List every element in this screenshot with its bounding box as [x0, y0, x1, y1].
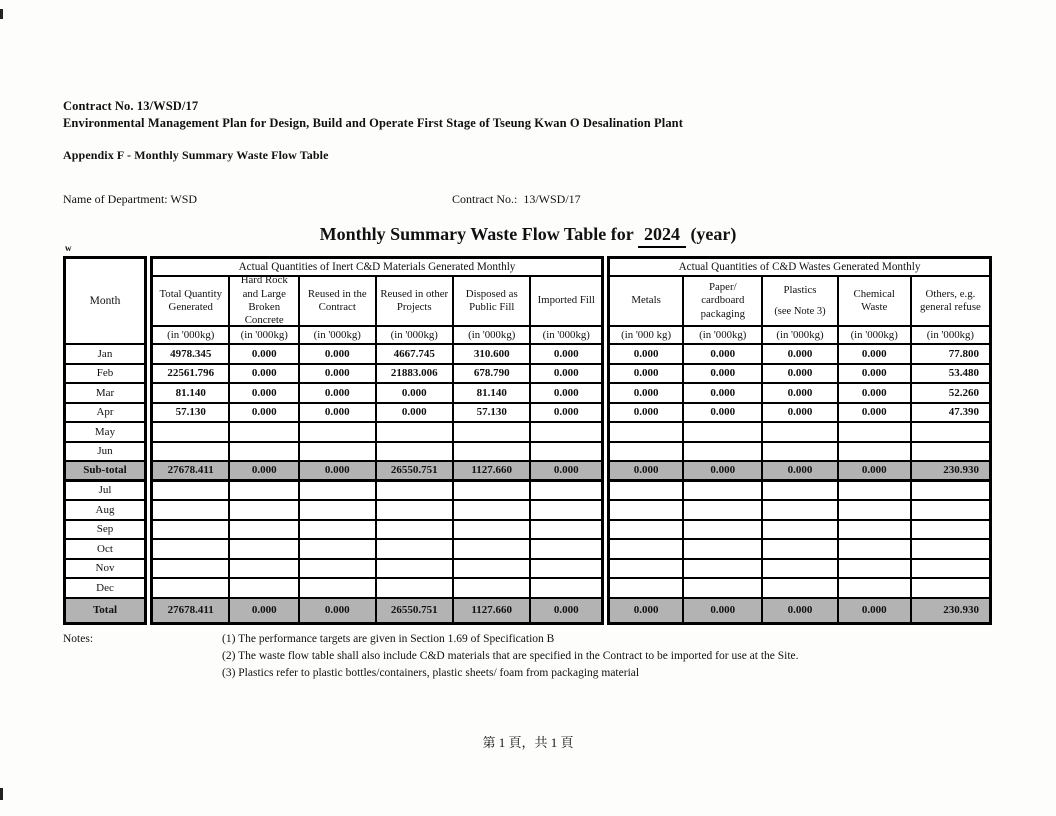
- value-cell: 0.000: [684, 365, 763, 385]
- value-cell: [684, 501, 763, 521]
- value-cell: [763, 482, 838, 502]
- value-cell: 0.000: [230, 345, 300, 365]
- value-cell: [912, 579, 989, 599]
- column-header-cell: [684, 277, 763, 327]
- value-cell: 1127.660: [454, 599, 531, 622]
- column-header-label: Reused in the Contract: [307, 287, 367, 313]
- value-cell: [912, 501, 989, 521]
- value-cell: 230.930: [912, 599, 989, 622]
- value-cell: [610, 443, 684, 463]
- value-cell: 57.130: [153, 404, 230, 424]
- value-cell: 0.000: [531, 345, 601, 365]
- value-cell: [610, 579, 684, 599]
- note-1: (1) The performance targets are given in Section 1.69 of Specification B: [222, 633, 555, 645]
- value-cell: [153, 423, 230, 443]
- value-cell: 0.000: [230, 599, 300, 622]
- value-cell: [454, 501, 531, 521]
- value-cell: [377, 560, 454, 580]
- column-header-cell: [763, 277, 838, 327]
- value-cell: [230, 501, 300, 521]
- value-cell: [763, 501, 838, 521]
- value-cell: [300, 560, 377, 580]
- page-title: [0, 224, 1056, 248]
- value-cell: 0.000: [684, 462, 763, 482]
- column-header-label: Others, e.g. general refuse: [919, 287, 981, 313]
- value-cell: [912, 443, 989, 463]
- department-line: Name of Department: WSD: [63, 192, 198, 206]
- column-header-label: Plastics: [783, 284, 817, 297]
- value-cell: 81.140: [153, 384, 230, 404]
- value-cell: [153, 521, 230, 541]
- value-cell: 0.000: [531, 384, 601, 404]
- value-cell: 0.000: [610, 384, 684, 404]
- value-cell: 0.000: [610, 365, 684, 385]
- value-cell: 0.000: [300, 384, 377, 404]
- value-cell: [153, 579, 230, 599]
- value-cell: [153, 560, 230, 580]
- column-header-cell: [610, 277, 684, 327]
- column-header-cell: [454, 277, 531, 327]
- scan-stray-mark: w: [65, 243, 72, 253]
- value-cell: 0.000: [839, 404, 912, 424]
- value-cell: [377, 521, 454, 541]
- value-cell: [531, 521, 601, 541]
- value-cell: 0.000: [531, 599, 601, 622]
- value-cell: [153, 540, 230, 560]
- row-label-cell: Jul: [66, 482, 144, 502]
- value-cell: [300, 482, 377, 502]
- value-cell: [839, 443, 912, 463]
- value-cell: [763, 540, 838, 560]
- row-label-cell: Dec: [66, 579, 144, 599]
- row-label-cell: Jun: [66, 443, 144, 463]
- value-cell: 310.600: [454, 345, 531, 365]
- value-cell: [684, 540, 763, 560]
- value-cell: 0.000: [763, 599, 838, 622]
- value-cell: [454, 482, 531, 502]
- column-header-cell: [300, 277, 377, 327]
- column-header-cell: [377, 277, 454, 327]
- column-header-label: Disposed as Public Fill: [465, 287, 518, 313]
- unit-cell: (in '000kg): [377, 327, 454, 345]
- value-cell: 4667.745: [377, 345, 454, 365]
- value-cell: 0.000: [684, 404, 763, 424]
- cd-wastes-group-title: Actual Quantities of C&D Wastes Generated Monthly: [610, 259, 989, 277]
- value-cell: [839, 423, 912, 443]
- value-cell: [684, 579, 763, 599]
- value-cell: [531, 423, 601, 443]
- value-cell: 26550.751: [377, 462, 454, 482]
- value-cell: [912, 482, 989, 502]
- value-cell: [230, 579, 300, 599]
- value-cell: [454, 423, 531, 443]
- value-cell: 0.000: [839, 345, 912, 365]
- value-cell: [377, 579, 454, 599]
- value-cell: 57.130: [454, 404, 531, 424]
- value-cell: [377, 423, 454, 443]
- value-cell: [377, 443, 454, 463]
- value-cell: 678.790: [454, 365, 531, 385]
- value-cell: 0.000: [377, 404, 454, 424]
- contract-number-line: Contract No. 13/WSD/17: [63, 99, 199, 113]
- value-cell: [763, 560, 838, 580]
- value-cell: [839, 579, 912, 599]
- value-cell: 0.000: [684, 384, 763, 404]
- value-cell: [377, 501, 454, 521]
- column-header-label: Imported Fill: [537, 294, 595, 307]
- value-cell: 26550.751: [377, 599, 454, 622]
- value-cell: 0.000: [839, 599, 912, 622]
- value-cell: 0.000: [230, 462, 300, 482]
- value-cell: [839, 501, 912, 521]
- value-cell: [300, 443, 377, 463]
- column-header-cell: [531, 277, 601, 327]
- waste-flow-table: [63, 256, 992, 625]
- value-cell: [454, 560, 531, 580]
- row-label-cell: Mar: [66, 384, 144, 404]
- value-cell: 0.000: [763, 345, 838, 365]
- value-cell: [454, 521, 531, 541]
- value-cell: [912, 560, 989, 580]
- column-header-cell: [153, 277, 230, 327]
- value-cell: [763, 443, 838, 463]
- scan-edge-artifact-bottom: [0, 788, 3, 800]
- value-cell: [300, 521, 377, 541]
- value-cell: [763, 521, 838, 541]
- value-cell: [377, 540, 454, 560]
- cd-wastes-block: [607, 256, 992, 625]
- value-cell: [300, 423, 377, 443]
- unit-cell: (in '000kg): [300, 327, 377, 345]
- value-cell: 0.000: [300, 462, 377, 482]
- value-cell: 0.000: [610, 345, 684, 365]
- value-cell: 0.000: [300, 599, 377, 622]
- value-cell: 4978.345: [153, 345, 230, 365]
- value-cell: [153, 501, 230, 521]
- notes-label: Notes:: [63, 633, 94, 645]
- column-header-cell: [839, 277, 912, 327]
- unit-cell: (in '000kg): [763, 327, 838, 345]
- title-year: 2024: [638, 224, 686, 248]
- row-label-cell: Oct: [66, 540, 144, 560]
- title-prefix: Monthly Summary Waste Flow Table for: [319, 224, 634, 244]
- row-label-cell: Aug: [66, 501, 144, 521]
- value-cell: 0.000: [763, 404, 838, 424]
- value-cell: [531, 579, 601, 599]
- unit-cell: (in '000kg): [531, 327, 601, 345]
- month-column-header: Month: [66, 259, 144, 345]
- appendix-line: Appendix F - Monthly Summary Waste Flow Table: [63, 148, 329, 162]
- unit-cell: (in '000kg): [153, 327, 230, 345]
- value-cell: [531, 560, 601, 580]
- value-cell: 81.140: [454, 384, 531, 404]
- value-cell: [230, 443, 300, 463]
- value-cell: [230, 423, 300, 443]
- unit-cell: (in '000kg): [230, 327, 300, 345]
- title-suffix: (year): [690, 224, 737, 244]
- contract-ref-line: Contract No.: 13/WSD/17: [452, 192, 581, 206]
- scan-edge-artifact-top: [0, 9, 3, 19]
- inert-materials-group-title: Actual Quantities of Inert C&D Materials Generated Monthly: [153, 259, 601, 277]
- value-cell: [300, 579, 377, 599]
- value-cell: [763, 423, 838, 443]
- value-cell: 21883.006: [377, 365, 454, 385]
- value-cell: 0.000: [230, 404, 300, 424]
- value-cell: 0.000: [763, 462, 838, 482]
- column-header-label: Reused in other Projects: [380, 287, 449, 313]
- value-cell: 0.000: [610, 404, 684, 424]
- value-cell: 0.000: [531, 365, 601, 385]
- row-label-cell: Apr: [66, 404, 144, 424]
- value-cell: [839, 560, 912, 580]
- value-cell: [300, 501, 377, 521]
- value-cell: [912, 521, 989, 541]
- value-cell: 27678.411: [153, 599, 230, 622]
- row-label-cell: Nov: [66, 560, 144, 580]
- row-label-cell: Feb: [66, 365, 144, 385]
- column-header-label: Paper/ cardboard packaging: [700, 280, 745, 320]
- value-cell: 52.260: [912, 384, 989, 404]
- value-cell: 0.000: [230, 384, 300, 404]
- value-cell: [610, 501, 684, 521]
- value-cell: [763, 579, 838, 599]
- value-cell: [230, 521, 300, 541]
- value-cell: [839, 521, 912, 541]
- value-cell: [684, 423, 763, 443]
- value-cell: 0.000: [300, 404, 377, 424]
- value-cell: [153, 443, 230, 463]
- value-cell: 53.480: [912, 365, 989, 385]
- value-cell: 0.000: [839, 462, 912, 482]
- month-column-block: [63, 256, 147, 625]
- unit-cell: (in '000kg): [454, 327, 531, 345]
- page-number-footer: 第 1 頁，共 1 頁: [482, 735, 574, 750]
- value-cell: [454, 443, 531, 463]
- value-cell: 0.000: [610, 462, 684, 482]
- value-cell: 0.000: [763, 384, 838, 404]
- column-header-sublabel: (see Note 3): [774, 305, 826, 317]
- value-cell: 0.000: [610, 599, 684, 622]
- value-cell: [684, 560, 763, 580]
- unit-cell: (in '000kg): [839, 327, 912, 345]
- column-header-cell: [230, 277, 300, 327]
- value-cell: 77.800: [912, 345, 989, 365]
- unit-cell: (in '000kg): [912, 327, 989, 345]
- column-header-label: Total Quantity Generated: [159, 287, 222, 313]
- value-cell: 47.390: [912, 404, 989, 424]
- value-cell: [300, 540, 377, 560]
- value-cell: 0.000: [763, 365, 838, 385]
- row-label-cell: Sub-total: [66, 462, 144, 482]
- value-cell: [912, 540, 989, 560]
- value-cell: 22561.796: [153, 365, 230, 385]
- value-cell: [230, 540, 300, 560]
- value-cell: [531, 482, 601, 502]
- value-cell: [610, 540, 684, 560]
- value-cell: [610, 521, 684, 541]
- value-cell: 0.000: [377, 384, 454, 404]
- value-cell: [684, 482, 763, 502]
- value-cell: [454, 540, 531, 560]
- value-cell: [684, 443, 763, 463]
- value-cell: [454, 579, 531, 599]
- inert-materials-block: [150, 256, 604, 625]
- value-cell: [610, 423, 684, 443]
- value-cell: 27678.411: [153, 462, 230, 482]
- column-header-label: Chemical Waste: [853, 287, 895, 313]
- value-cell: [531, 443, 601, 463]
- value-cell: 0.000: [300, 345, 377, 365]
- value-cell: 0.000: [684, 345, 763, 365]
- value-cell: 1127.660: [454, 462, 531, 482]
- note-2: (2) The waste flow table shall also include C&D materials that are specified in the Contract to be imported for use at the Site.: [222, 650, 799, 662]
- value-cell: 0.000: [300, 365, 377, 385]
- value-cell: 0.000: [839, 384, 912, 404]
- value-cell: 230.930: [912, 462, 989, 482]
- column-header-label: Hard Rock and Large Broken Concrete: [240, 277, 288, 327]
- value-cell: [839, 482, 912, 502]
- value-cell: [531, 501, 601, 521]
- value-cell: 0.000: [230, 365, 300, 385]
- value-cell: [531, 540, 601, 560]
- column-header-label: Metals: [631, 294, 661, 307]
- project-title-line: Environmental Management Plan for Design, Build and Operate First Stage of Tseung Kwan O Desalination Plant: [63, 116, 684, 130]
- value-cell: [839, 540, 912, 560]
- value-cell: [912, 423, 989, 443]
- value-cell: [230, 560, 300, 580]
- unit-cell: (in '000kg): [684, 327, 763, 345]
- value-cell: 0.000: [531, 404, 601, 424]
- value-cell: [377, 482, 454, 502]
- value-cell: 0.000: [531, 462, 601, 482]
- unit-cell: (in '000 kg): [610, 327, 684, 345]
- value-cell: [230, 482, 300, 502]
- row-label-cell: Sep: [66, 521, 144, 541]
- row-label-cell: Total: [66, 599, 144, 622]
- value-cell: 0.000: [684, 599, 763, 622]
- value-cell: [610, 560, 684, 580]
- value-cell: [684, 521, 763, 541]
- value-cell: 0.000: [839, 365, 912, 385]
- value-cell: [610, 482, 684, 502]
- note-3: (3) Plastics refer to plastic bottles/containers, plastic sheets/ foam from packaging material: [222, 667, 640, 679]
- row-label-cell: May: [66, 423, 144, 443]
- value-cell: [153, 482, 230, 502]
- column-header-cell: [912, 277, 989, 327]
- row-label-cell: Jan: [66, 345, 144, 365]
